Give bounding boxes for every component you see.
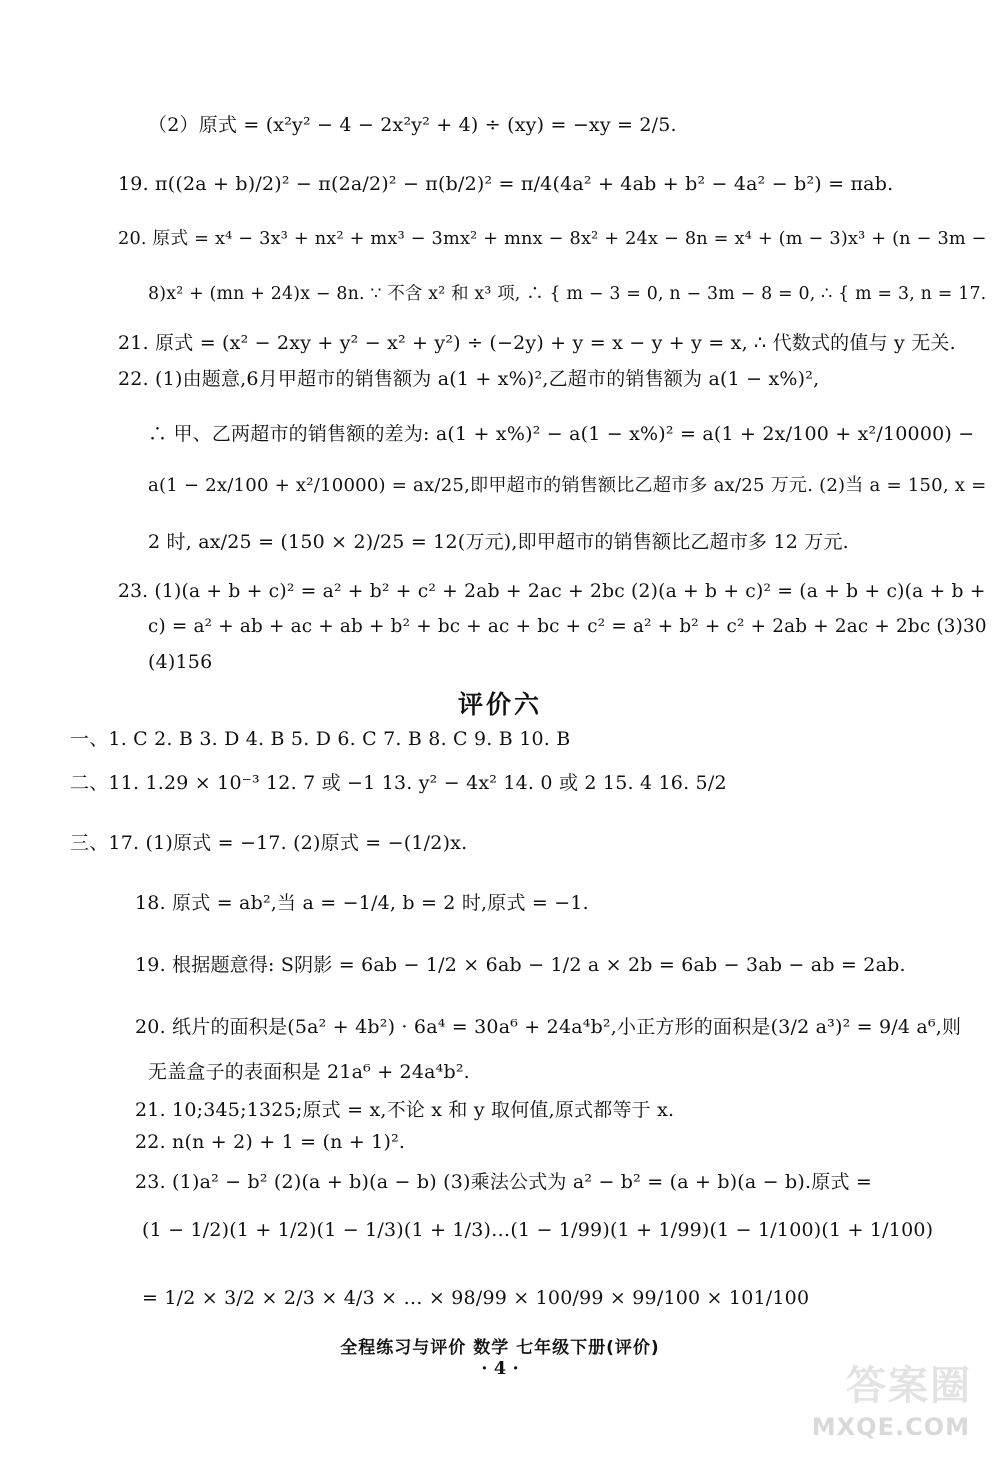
- answer-line-17: 三、17. (1)原式 = −17. (2)原式 = −(1/2)x.: [70, 832, 468, 854]
- section-title: 评价六: [457, 690, 542, 719]
- answer-line-e20b: 无盖盒子的表面积是 21a⁶ + 24a⁴b².: [148, 1061, 470, 1083]
- answer-line-e23b: (1 − 1/2)(1 + 1/2)(1 − 1/3)(1 + 1/3)…(1 − 1/99)(1 + 1/99)(1 − 1/100)(1 + 1/100): [142, 1219, 934, 1241]
- footer-title: 全程练习与评价 数学 七年级下册(评价): [340, 1338, 660, 1358]
- answer-line-e18: 18. 原式 = ab²,当 a = −1/4, b = 2 时,原式 = −1.: [135, 892, 589, 914]
- answer-line-e21: 21. 10;345;1325;原式 = x,不论 x 和 y 取何值,原式都等于 x.: [135, 1099, 675, 1121]
- answer-line-23a: 23. (1)(a + b + c)² = a² + b² + c² + 2ab + 2ac + 2bc (2)(a + b + c)² = (a + b + c)(a + b +: [118, 581, 986, 602]
- watermark-site: MXQE.COM: [811, 1413, 970, 1441]
- page-number: · 4 ·: [481, 1358, 519, 1379]
- answer-line-23b: c) = a² + ab + ac + ab + b² + bc + ac + bc + c² = a² + b² + c² + 2ab + 2ac + 2bc (3)30: [148, 616, 987, 637]
- answer-line-e19: 19. 根据题意得: S阴影 = 6ab − 1/2 × 6ab − 1/2 a × 2b = 6ab − 3ab − ab = 2ab.: [135, 954, 906, 976]
- answer-line-21: 21. 原式 = (x² − 2xy + y² − x² + y²) ÷ (−2y) + y = x − y + y = x, ∴ 代数式的值与 y 无关.: [118, 332, 956, 354]
- answer-line-22a: 22. (1)由题意,6月甲超市的销售额为 a(1 + x%)²,乙超市的销售额为 a(1 − x%)²,: [118, 368, 820, 390]
- answer-line-23c: (4)156: [148, 651, 213, 673]
- answer-line-20a: 20. 原式 = x⁴ − 3x³ + nx² + mx³ − 3mx² + mnx − 8x² + 24x − 8n = x⁴ + (m − 3)x³ + (n − 3m −: [118, 229, 987, 249]
- answer-line-e23c: = 1/2 × 3/2 × 2/3 × 4/3 × … × 98/99 × 100/99 × 99/100 × 101/100: [142, 1287, 810, 1309]
- answer-line-e20a: 20. 纸片的面积是(5a² + 4b²) · 6a⁴ = 30a⁶ + 24a⁴b²,小正方形的面积是(3/2 a³)² = 9/4 a⁶,则: [135, 1016, 962, 1038]
- answer-line-fill: 二、11. 1.29 × 10⁻³ 12. 7 或 −1 13. y² − 4x² 14. 0 或 2 15. 4 16. 5/2: [70, 772, 727, 794]
- answer-line-e23a: 23. (1)a² − b² (2)(a + b)(a − b) (3)乘法公式为 a² − b² = (a + b)(a − b).原式 =: [135, 1171, 873, 1193]
- answer-line-20b: 8)x² + (mn + 24)x − 8n. ∵ 不含 x² 和 x³ 项, ∴ { m − 3 = 0, n − 3m − 8 = 0, ∴ { m = 3, n = 17.: [148, 284, 987, 304]
- answer-line-choice: 一、1. C 2. B 3. D 4. B 5. D 6. C 7. B 8. C 9. B 10. B: [70, 728, 571, 750]
- answer-line-22c: a(1 − 2x/100 + x²/10000) = ax/25,即甲超市的销售额比乙超市多 ax/25 万元. (2)当 a = 150, x =: [148, 475, 987, 496]
- answer-line-e22: 22. n(n + 2) + 1 = (n + 1)².: [135, 1131, 406, 1153]
- answer-line-19: 19. π((2a + b)/2)² − π(2a/2)² − π(b/2)² = π/4(4a² + 4ab + b² − 4a² − b²) = πab.: [118, 173, 894, 195]
- watermark: [811, 1363, 988, 1451]
- answer-line-18-2: （2）原式 = (x²y² − 4 − 2x²y² + 4) ÷ (xy) = −xy = 2/5.: [148, 114, 677, 136]
- watermark-logo: 答案圈: [846, 1363, 972, 1409]
- answer-line-22d: 2 时, ax/25 = (150 × 2)/25 = 12(万元),即甲超市的销售额比乙超市多 12 万元.: [148, 531, 849, 553]
- answer-line-22b: ∴ 甲、乙两超市的销售额的差为: a(1 + x%)² − a(1 − x%)² = a(1 + 2x/100 + x²/10000) −: [148, 423, 975, 445]
